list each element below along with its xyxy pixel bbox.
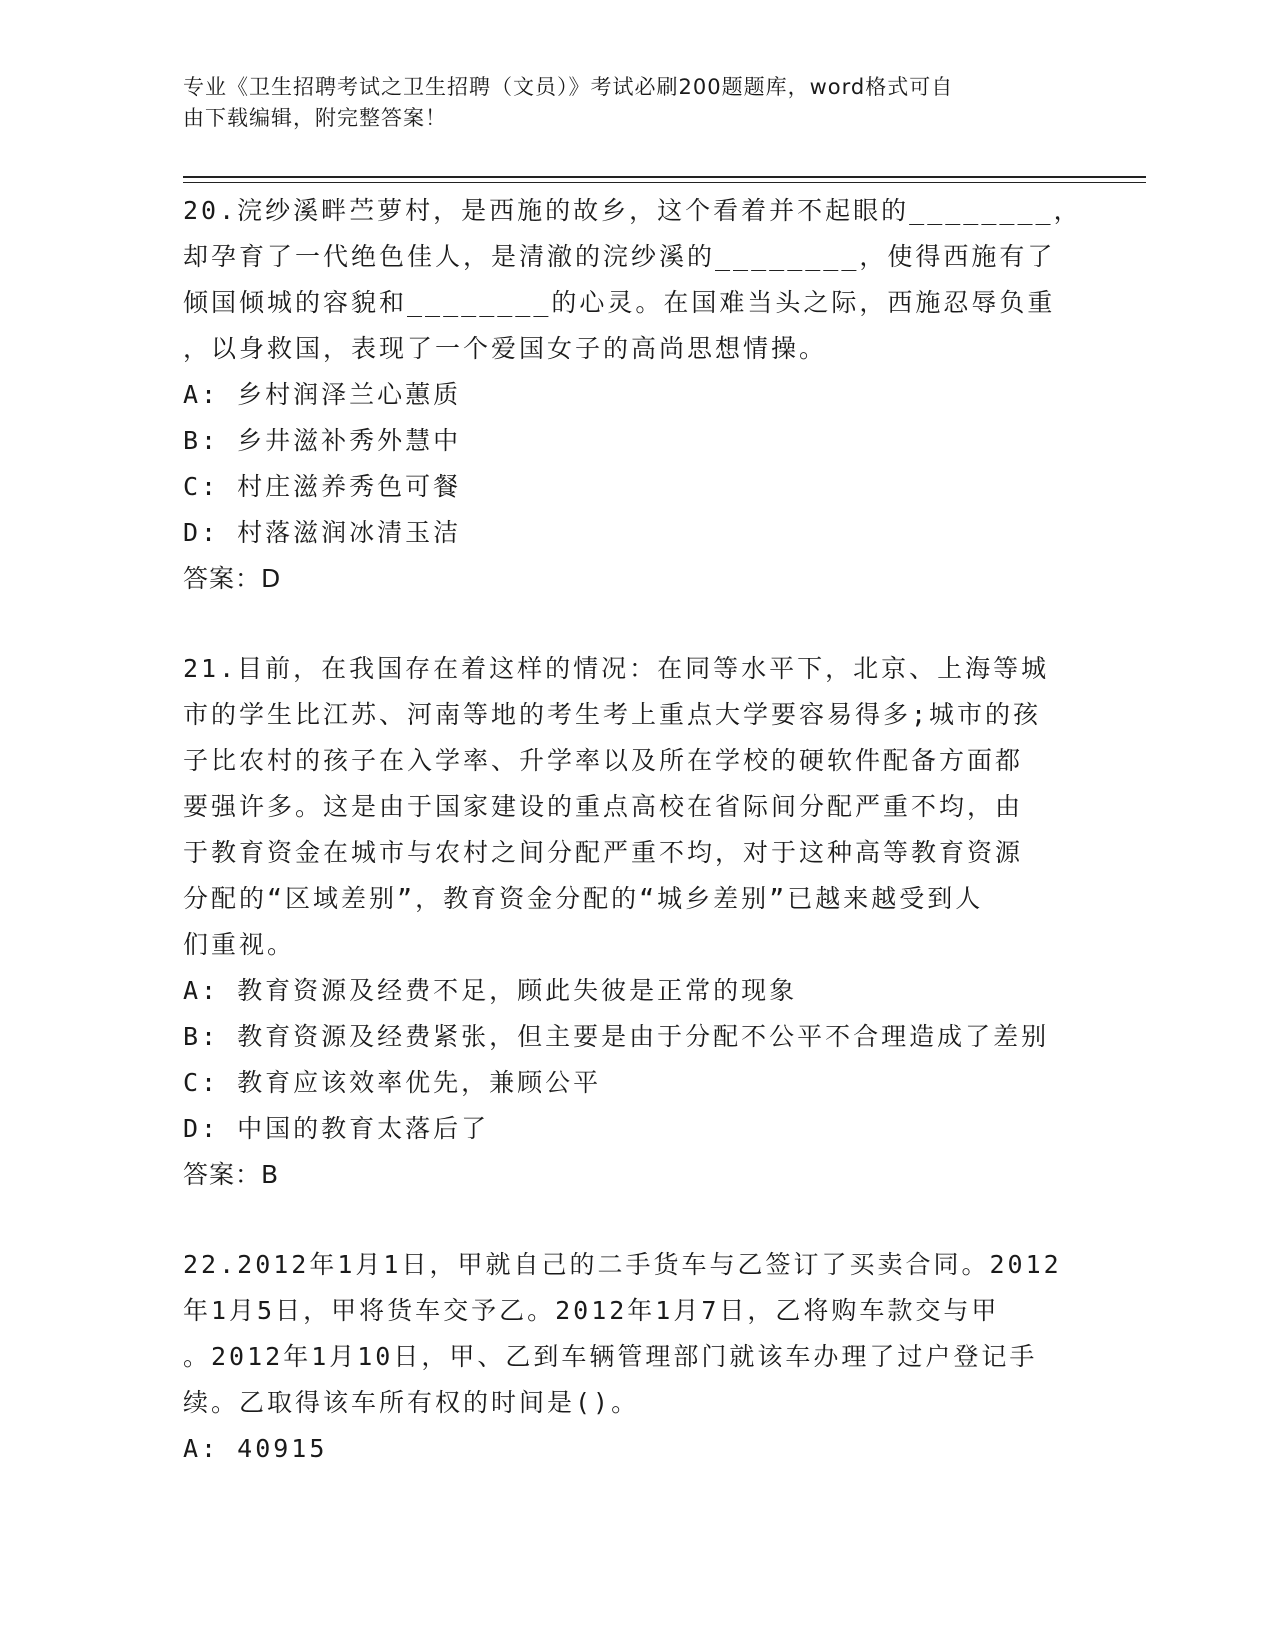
question-20: [183, 188, 1083, 602]
question-22: [183, 1242, 1083, 1472]
option-d: D: 中国的教育太落后了: [183, 1114, 490, 1143]
question-stem: 21.目前，在我国存在着这样的情况：在同等水平下，北京、上海等城 市的学生比江苏、河南等地的考生考上重点大学要容易得多;城市的孩 子比农村的孩子在入学率、升学率以及所在学校的硬软件配备方面都 要强许多。这是由于国家建设的重点高校在省际间分配严重不均，由 于教育资金在城市与农村之间分配严重不均，对于这种高等教育资源 分配的“区域差别”，教育资金分配的“城乡差别”已越来越受到人 们重视。: [183, 654, 1050, 959]
header-line-1: 专业《卫生招聘考试之卫生招聘（文员）》考试必刷200题题库，word格式可自: [183, 75, 954, 99]
option-c: C: 教育应该效率优先，兼顾公平: [183, 1068, 602, 1097]
questions-area: [183, 188, 1083, 1516]
question-stem: 22.2012年1月1日，甲就自己的二手货车与乙签订了买卖合同。2012 年1月5日，甲将货车交予乙。2012年1月7日，乙将购车款交与甲 。2012年1月10日，甲、乙到车辆管理部门就该车办理了过户登记手 续。乙取得该车所有权的时间是()。: [183, 1250, 1062, 1417]
header-rule-thin: [183, 182, 1146, 183]
question-stem: 20.浣纱溪畔苎萝村，是西施的故乡，这个看着并不起眼的________， 却孕育了一代绝色佳人，是清澈的浣纱溪的________，使得西施有了 倾国倾城的容貌和________的心灵。在国难当头之际，西施忍辱负重 ，以身救国，表现了一个爱国女子的高尚思想情操。: [183, 196, 1082, 363]
option-a: A: 教育资源及经费不足，顾此失彼是正常的现象: [183, 976, 798, 1005]
header-line-2: 由下载编辑，附完整答案！: [183, 106, 447, 130]
option-b: B: 教育资源及经费紧张，但主要是由于分配不公平不合理造成了差别: [183, 1022, 1050, 1051]
option-b: B: 乡井滋补秀外慧中: [183, 426, 462, 455]
option-c: C: 村庄滋养秀色可餐: [183, 472, 462, 501]
answer: 答案：B: [183, 1160, 280, 1189]
header-rule-thick: [183, 176, 1146, 178]
option-a: A: 乡村润泽兰心蕙质: [183, 380, 462, 409]
page-header: [183, 72, 1063, 134]
option-a: A: 40915: [183, 1434, 328, 1463]
option-d: D: 村落滋润冰清玉洁: [183, 518, 462, 547]
answer: 答案：D: [183, 564, 282, 593]
question-21: [183, 646, 1083, 1198]
